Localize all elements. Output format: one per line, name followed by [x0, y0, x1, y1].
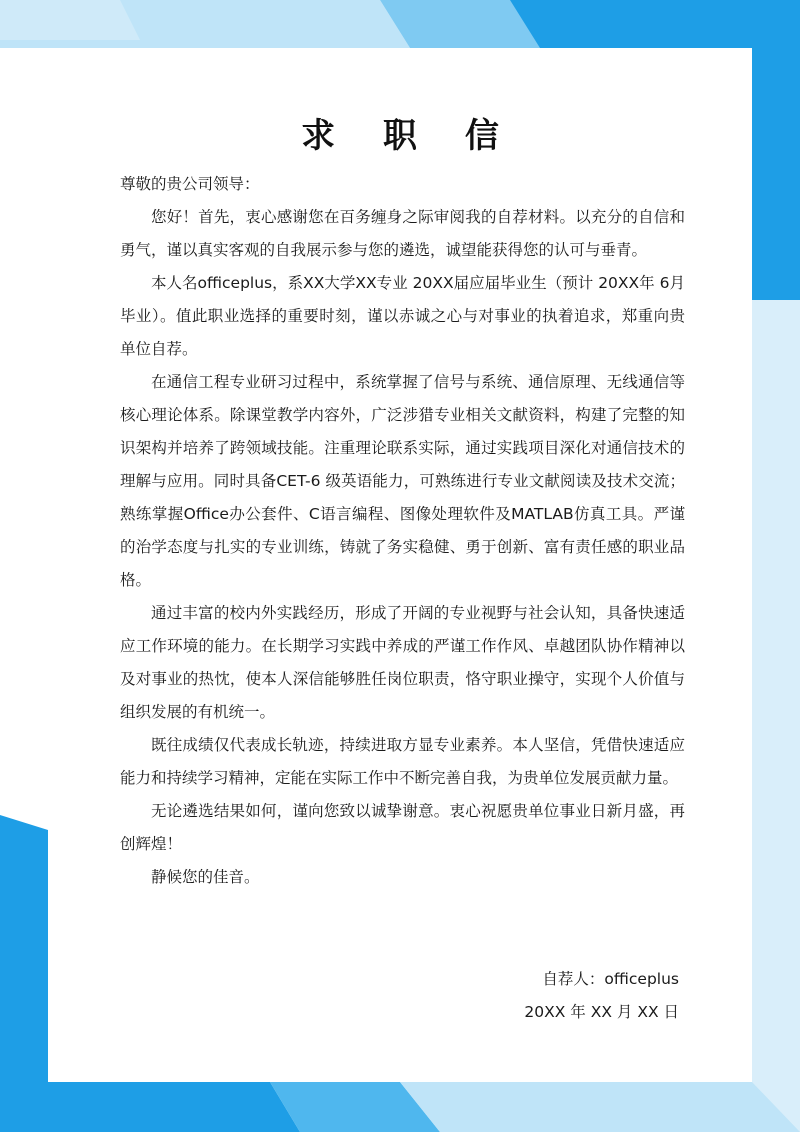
page-title: 求 职 信: [301, 116, 517, 156]
letter-body: [120, 168, 685, 894]
signature-date: 20XX 年 XX 月 XX 日: [524, 1003, 679, 1021]
paragraph-commitment: 既往成绩仅代表成长轨迹，持续进取方显专业素养。本人坚信，凭借快速适应能力和持续学习精神，定能在实际工作中不断完善自我，为贵单位发展贡献力量。: [120, 736, 685, 787]
paragraph-thanks: 无论遴选结果如何，谨向您致以诚挚谢意。衷心祝愿贵单位事业日新月盛，再创辉煌！: [120, 802, 685, 853]
paragraph-greeting: 您好！首先，衷心感谢您在百务缠身之际审阅我的自荐材料。以充分的自信和勇气，谨以真实客观的自我展示参与您的遴选，诚望能获得您的认可与垂青。: [120, 208, 685, 259]
bottom-dark-band: [0, 1082, 300, 1132]
signature-name: 自荐人：officeplus: [542, 970, 679, 988]
top-dark-band: [0, 0, 140, 40]
paragraph-education: 在通信工程专业研习过程中，系统掌握了信号与系统、通信原理、无线通信等核心理论体系。除课堂教学内容外，广泛涉猎专业相关文献资料，构建了完整的知识架构并培养了跨领域技能。注重理论联系实际，通过实践项目深化对通信技术的理解与应用。同时具备CET-6 级英语能力，可熟练进行专业文献阅读及技术交流；熟练掌握Office办公套件、C语言编程、图像处理软件及MATLAB仿真工具。严谨的治学态度与扎实的专业训练，铸就了务实稳健、勇于创新、富有责任感的职业品格。: [120, 373, 685, 589]
paragraph-closing: 静候您的佳音。: [151, 868, 260, 886]
salutation: 尊敬的贵公司领导：: [120, 175, 260, 193]
paragraph-introduction: 本人名officeplus，系XX大学XX专业 20XX届应届毕业生（预计 20XX年 6月毕业）。值此职业选择的重要时刻，谨以赤诚之心与对事业的执着追求，郑重向贵单位自荐。: [120, 274, 685, 358]
signature-block: [524, 963, 679, 1029]
bottom-light-band: [400, 1082, 800, 1132]
paragraph-practice: 通过丰富的校内外实践经历，形成了开阔的专业视野与社会认知，具备快速适应工作环境的能力。在长期学习实践中养成的严谨工作作风、卓越团队协作精神以及对事业的热忱，使本人深信能够胜任岗位职责，恪守职业操守，实现个人价值与组织发展的有机统一。: [120, 604, 685, 721]
right-mid-band: [752, 300, 800, 1132]
